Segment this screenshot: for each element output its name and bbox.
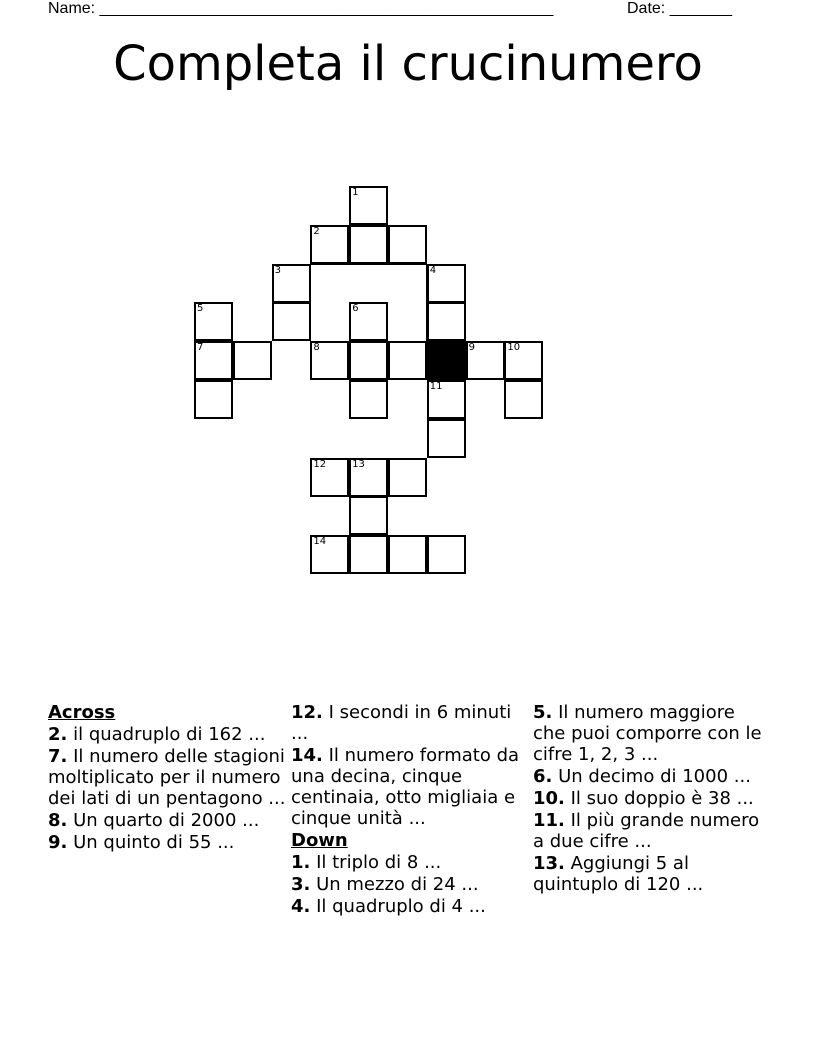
clue-number: 8. (48, 810, 68, 831)
grid-cell[interactable] (349, 380, 388, 419)
grid-cell[interactable] (349, 458, 388, 497)
clues-column-3 (533, 702, 771, 896)
clue-text: Il triplo di 8 ... (310, 852, 442, 873)
grid-cell[interactable] (194, 380, 233, 419)
clue-number: 14. (291, 745, 323, 766)
clue-text: I secondi in 6 minuti ... (291, 702, 512, 744)
clue-item (48, 810, 286, 831)
black-cell (427, 341, 466, 380)
clue-item (291, 896, 529, 917)
grid-cell[interactable] (194, 302, 233, 341)
grid-cell[interactable] (427, 535, 466, 574)
across-clue-list-continued (291, 702, 529, 829)
grid-cell[interactable] (310, 225, 349, 264)
clue-number: 2 (313, 225, 320, 237)
grid-cell[interactable] (427, 302, 466, 341)
clue-number: 10. (533, 788, 565, 809)
clue-number: 9 (468, 342, 475, 354)
clue-item (533, 702, 771, 765)
clue-item (48, 832, 286, 853)
grid-cell[interactable] (349, 496, 388, 535)
grid-cell[interactable] (388, 458, 427, 497)
clue-text: Un quarto di 2000 ... (67, 810, 260, 831)
clue-number: 5. (533, 702, 553, 723)
grid-cell[interactable] (349, 535, 388, 574)
grid-cell[interactable] (272, 302, 311, 341)
clue-number: 2. (48, 724, 68, 745)
down-clue-list (291, 852, 529, 917)
grid-cell[interactable] (427, 380, 466, 419)
clue-text: Il suo doppio è 38 ... (564, 788, 754, 809)
clue-number: 4 (429, 264, 437, 276)
grid-cell[interactable] (349, 302, 388, 341)
clue-number: 5 (197, 303, 204, 315)
clues-column-1 (48, 702, 286, 854)
grid-frame-line (426, 264, 428, 342)
clue-number: 3 (274, 264, 281, 276)
across-heading: Across (48, 702, 116, 723)
clue-number: 7 (197, 342, 204, 354)
grid-cell[interactable] (272, 264, 311, 303)
grid-cell[interactable] (194, 341, 233, 380)
clue-text: Un quinto di 55 ... (67, 832, 235, 853)
grid-cell[interactable] (466, 341, 505, 380)
grid-cell[interactable] (504, 341, 543, 380)
down-heading: Down (291, 830, 348, 851)
clue-number: 8 (313, 342, 320, 354)
clues-column-2 (291, 702, 529, 918)
clue-number: 13. (533, 853, 565, 874)
clue-number: 13 (352, 458, 365, 470)
clue-number: 11. (533, 810, 565, 831)
clue-text: il quadruplo di 162 ... (67, 724, 266, 745)
grid-cell[interactable] (349, 341, 388, 380)
clue-text: Il numero maggiore che puoi comporre con le cifre 1, 2, 3 ... (533, 702, 762, 765)
clue-item (533, 853, 771, 895)
date-field[interactable]: Date: _______ (627, 0, 732, 17)
clue-text: Un decimo di 1000 ... (552, 766, 751, 787)
clue-text: Un mezzo di 24 ... (310, 874, 479, 895)
grid-cell[interactable] (427, 264, 466, 303)
page-title: Completa il crucinumero (113, 36, 703, 92)
clue-item (48, 746, 286, 809)
clue-item (291, 702, 529, 744)
clue-text: Il quadruplo di 4 ... (310, 896, 486, 917)
clue-number: 7. (48, 746, 68, 767)
grid-frame-line (309, 264, 311, 342)
grid-cell[interactable] (310, 341, 349, 380)
clue-number: 4. (291, 896, 311, 917)
clue-number: 3. (291, 874, 311, 895)
grid-cell[interactable] (233, 341, 272, 380)
clue-number: 9. (48, 832, 68, 853)
name-field[interactable]: Name: ___________________________________________________ (48, 0, 554, 17)
grid-cell[interactable] (349, 225, 388, 264)
grid-cell[interactable] (310, 458, 349, 497)
clue-number: 10 (507, 342, 521, 354)
clue-item (291, 745, 529, 829)
clue-text: Il numero formato da una decina, cinque centinaia, otto migliaia e cinque unità ... (291, 745, 520, 829)
clue-number: 12. (291, 702, 323, 723)
clue-number: 12 (313, 458, 327, 470)
clue-number: 6 (352, 303, 359, 315)
grid-cell[interactable] (504, 380, 543, 419)
grid-cell[interactable] (310, 535, 349, 574)
clue-number: 6. (533, 766, 553, 787)
clue-item (48, 724, 286, 745)
clue-item (533, 788, 771, 809)
down-clue-list-continued (533, 702, 771, 895)
clue-item (533, 766, 771, 787)
clue-item (291, 874, 529, 895)
clue-number: 1 (352, 187, 359, 198)
clue-number: 14 (313, 536, 327, 548)
clue-text: Aggiungi 5 al quintuplo di 120 ... (533, 853, 704, 895)
clue-number: 1. (291, 852, 311, 873)
clue-text: Il più grande numero a due cifre ... (533, 810, 760, 852)
grid-cell[interactable] (388, 225, 427, 264)
grid-cell[interactable] (388, 535, 427, 574)
grid-frame-line (310, 263, 426, 265)
clue-number: 11 (429, 381, 443, 392)
clue-text: Il numero delle stagioni moltiplicato per il numero dei lati di un pentagono ... (48, 746, 286, 809)
clue-item (291, 852, 529, 873)
grid-cell[interactable] (349, 186, 388, 225)
across-clue-list (48, 724, 286, 853)
grid-cell[interactable] (388, 341, 427, 380)
clue-item (533, 810, 771, 852)
grid-cell[interactable] (427, 419, 466, 458)
